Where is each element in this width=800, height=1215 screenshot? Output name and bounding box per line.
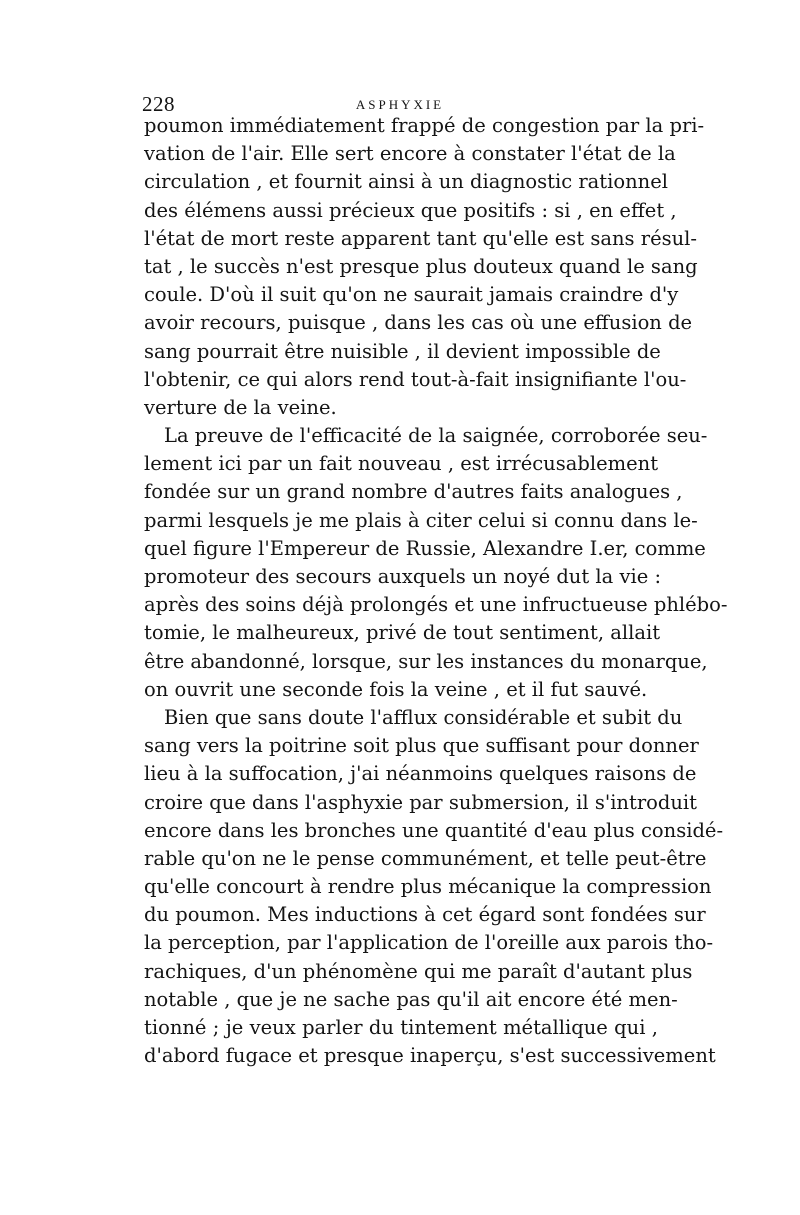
text-line: quel figure l'Empereur de Russie, Alexandre I.er, comme <box>144 536 706 560</box>
text-line: lement ici par un fait nouveau , est irrécusablement <box>144 452 659 476</box>
text-line: rachiques, d'un phénomène qui me paraît d'autant plus <box>144 959 693 983</box>
text-line: du poumon. Mes inductions à cet égard sont fondées sur <box>144 903 706 927</box>
text-line: être abandonné, lorsque, sur les instances du monarque, <box>144 649 708 673</box>
text-line: circulation , et fournit ainsi à un diagnostic rationnel <box>144 170 669 194</box>
text-line: l'état de mort reste apparent tant qu'elle est sans résul- <box>144 226 697 250</box>
text-line: encore dans les bronches une quantité d'eau plus considé- <box>144 818 724 842</box>
text-line: promoteur des secours auxquels un noyé dut la vie : <box>144 565 662 588</box>
text-line: tionné ; je veux parler du tintement métallique qui , <box>144 1016 658 1039</box>
text-line: l'obtenir, ce qui alors rend tout-à-fait insignifiante l'ou- <box>144 367 687 391</box>
text-line: rable qu'on ne le pense communément, et telle peut-être <box>144 846 707 870</box>
running-title: ASPHYXIE <box>355 97 445 112</box>
text-line: notable , que je ne sache pas qu'il ait encore été men- <box>144 987 678 1011</box>
paragraph <box>144 704 724 1070</box>
text-line: parmi lesquels je me plais à citer celui si connu dans le- <box>144 508 698 532</box>
text-line: des élémens aussi précieux que positifs : si , en effet , <box>144 198 677 222</box>
text-line: sang pourrait être nuisible , il devient impossible de <box>144 339 661 363</box>
text-line: La preuve de l'efficacité de la saignée, corroborée seu- <box>164 424 708 448</box>
text-line: fondée sur un grand nombre d'autres faits analogues , <box>144 480 683 504</box>
page-number: 228 <box>142 92 175 116</box>
body-text <box>144 112 728 1070</box>
text-line: avoir recours, puisque , dans les cas où une effusion de <box>144 311 693 335</box>
paragraph <box>144 112 705 422</box>
text-line: sang vers la poitrine soit plus que suffisant pour donner <box>144 734 699 758</box>
text-line: Bien que sans doute l'afflux considérable et subit du <box>164 705 683 729</box>
text-line: poumon immédiatement frappé de congestion par la pri- <box>144 114 705 137</box>
text-line: vation de l'air. Elle sert encore à constater l'état de la <box>144 142 676 166</box>
text-line: verture de la veine. <box>144 395 337 419</box>
text-line: tat , le succès n'est presque plus douteux quand le sang <box>144 254 698 278</box>
text-line: après des soins déjà prolongés et une infructueuse phlébo- <box>144 593 728 617</box>
text-line: coule. D'où il suit qu'on ne saurait jamais craindre d'y <box>144 283 679 307</box>
text-line: lieu à la suffocation, j'ai néanmoins quelques raisons de <box>144 762 697 786</box>
text-line: qu'elle concourt à rendre plus mécanique la compression <box>144 875 712 899</box>
text-line: croire que dans l'asphyxie par submersion, il s'introduit <box>144 790 698 814</box>
text-line: tomie, le malheureux, privé de tout sentiment, allait <box>144 621 661 645</box>
text-line: la perception, par l'application de l'oreille aux parois tho- <box>144 931 714 955</box>
paragraph <box>144 422 728 704</box>
text-line: d'abord fugace et presque inaperçu, s'est successivement <box>144 1044 716 1068</box>
text-line: on ouvrit une seconde fois la veine , et il fut sauvé. <box>144 677 648 701</box>
